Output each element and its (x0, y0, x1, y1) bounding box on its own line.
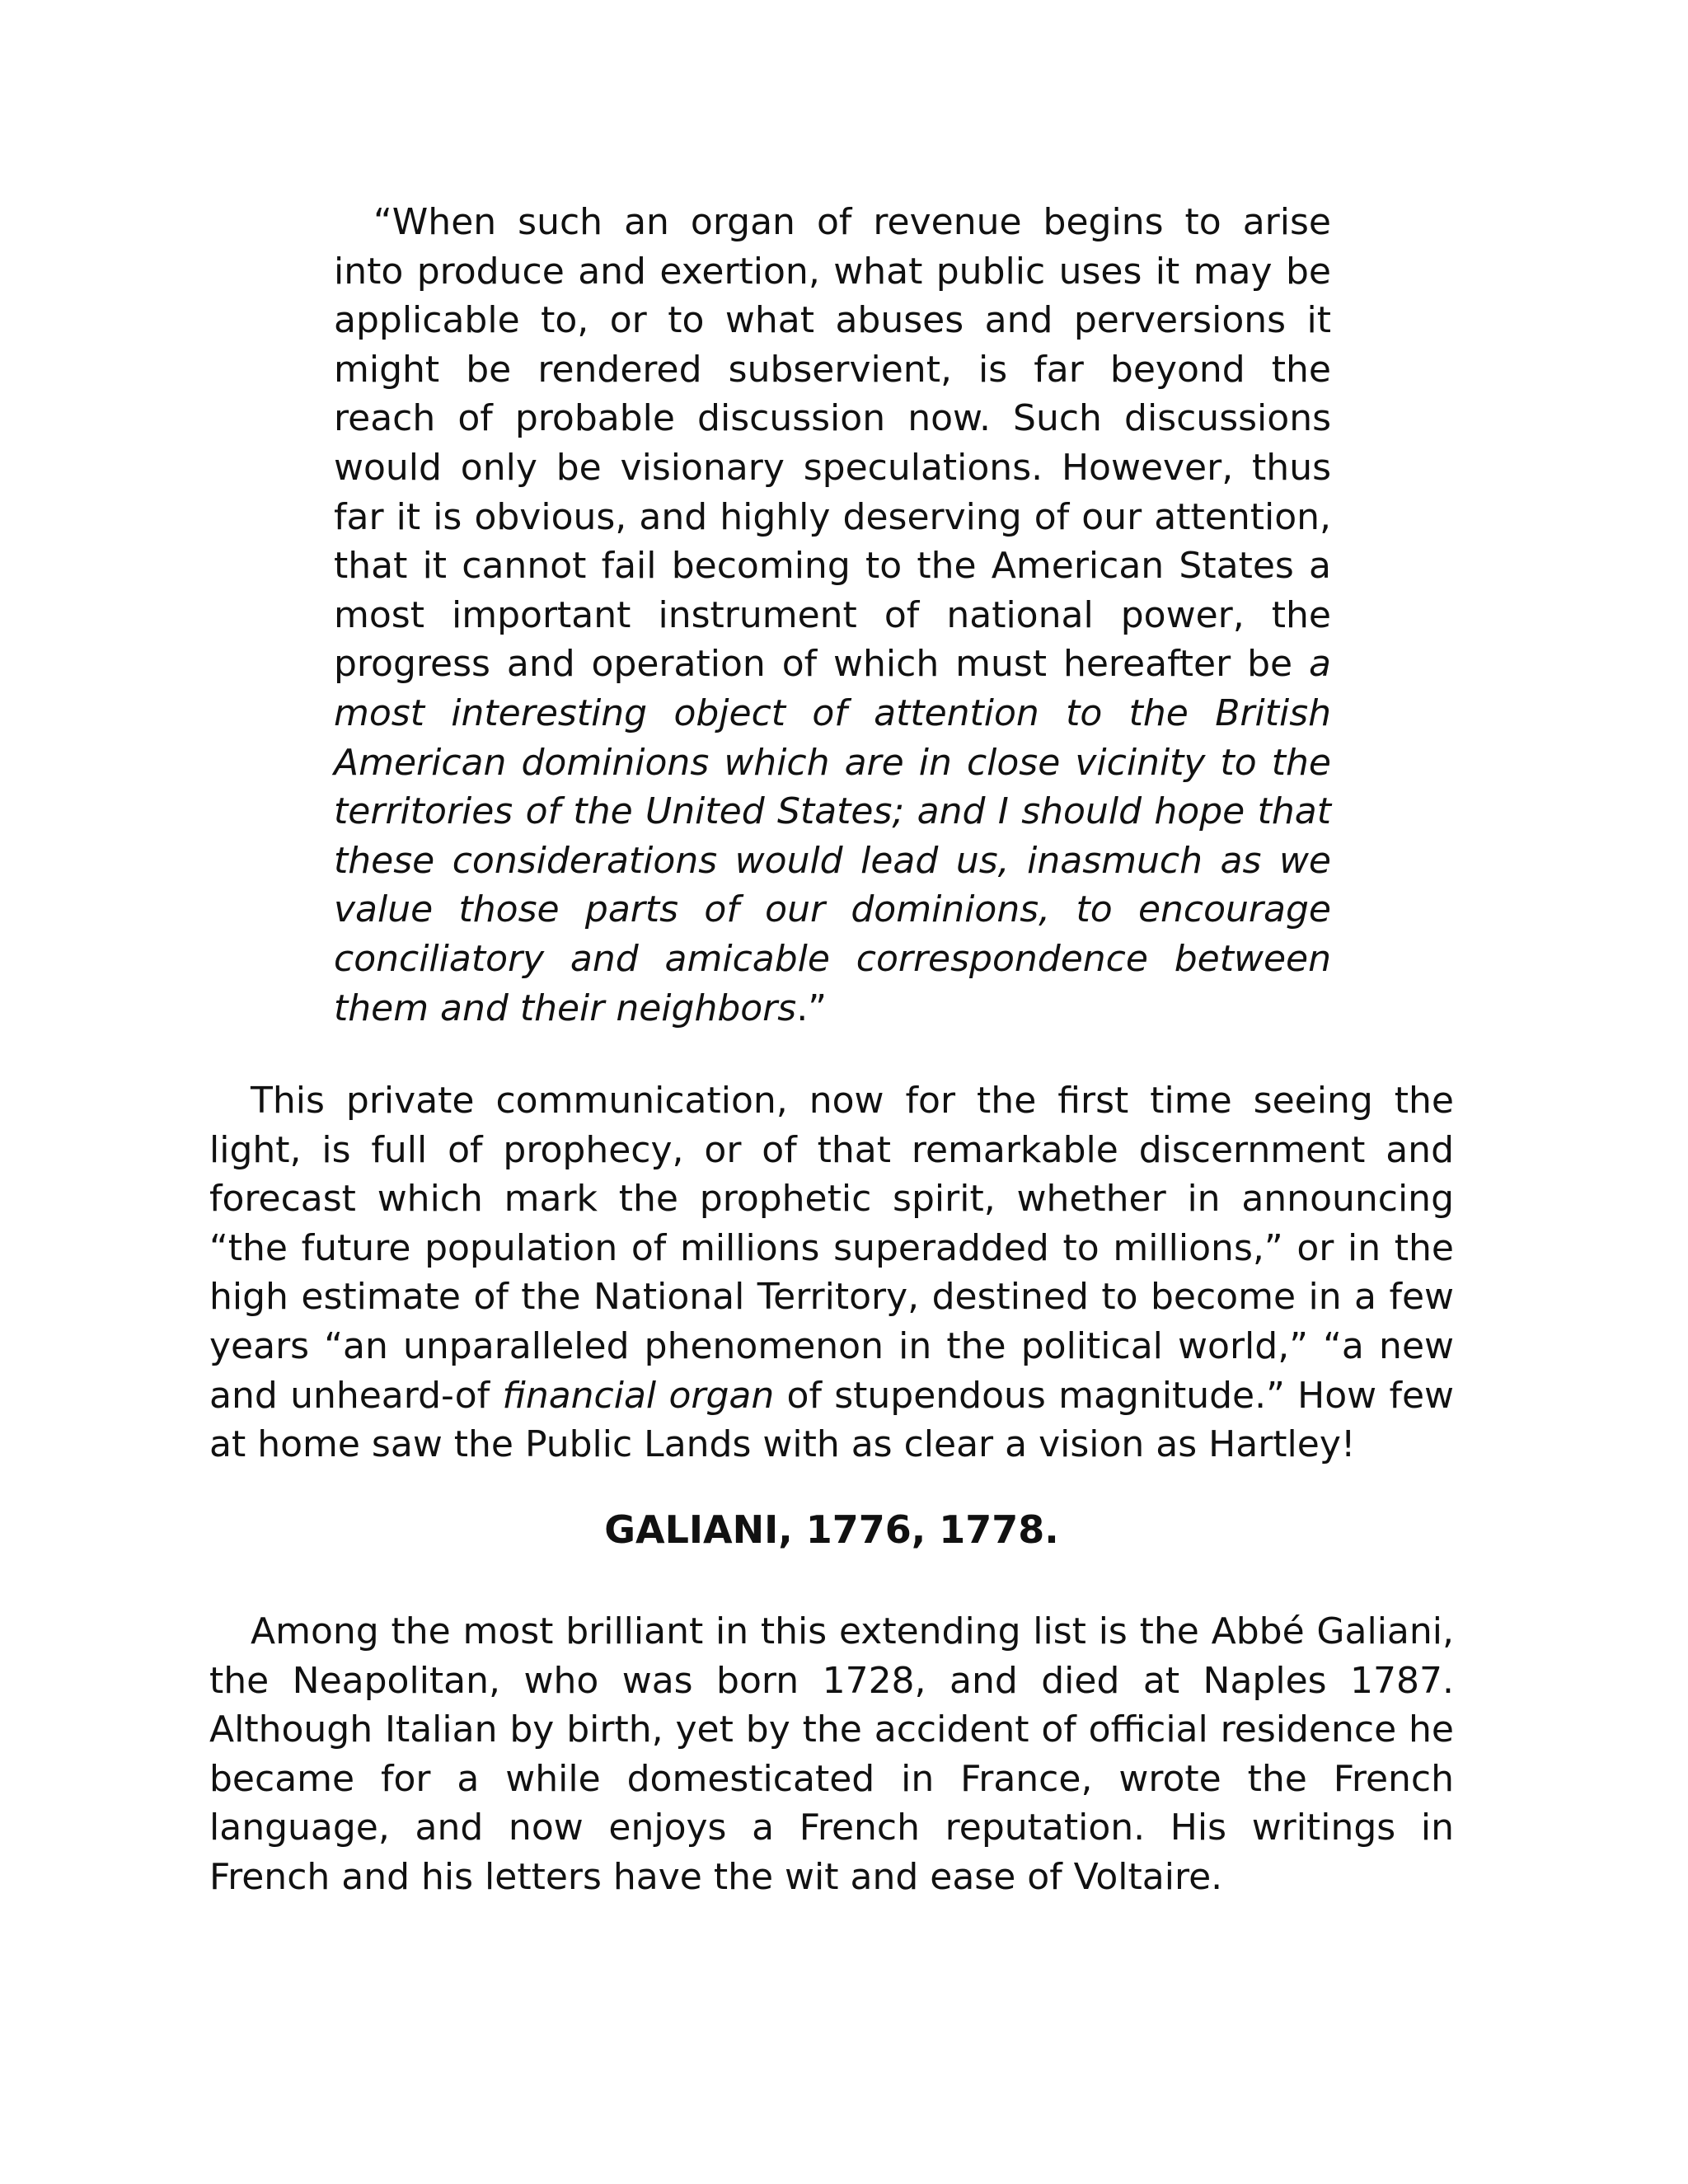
paragraph-text-end: of stupendous magnitude.” How few at home saw the Public Lands with as clear a vision as Hartley! (209, 1374, 1454, 1466)
body-paragraph (209, 1076, 1454, 1469)
paragraph-text: This private communication, now for the first time seeing the light, is full of prophecy, or of that remarkable discernment and forecast which mark the prophetic spirit, whether in announcing “the future population of millions superadded to millions,” or in the high estimate of the National Territory, destined to become in a few years “an unparalleled phenomenon in the political world,” “a new and unheard-of (209, 1080, 1454, 1417)
quote-closing: .” (796, 987, 827, 1029)
paragraph-italic-text: financial organ (502, 1374, 775, 1417)
quote-text: “When such an organ of revenue begins to arise into produce and exertion, what public uses it may be applicable to, or to what abuses and perversions it might be rendered subservient, is far beyond the reach of probable discussion now. Such discussions would only be visionary speculations. However, thus far it is obvious, and highly deserving of our attention, that it cannot fail becoming to the American States a most important instrument of national power, the progress and operation of which must hereafter be (334, 201, 1331, 686)
quote-italic-text: a most interesting object of attention to the British American dominions which are in close vicinity to the territories of the United States; and I should hope that these considerations would lead us, inasmuch as we value those parts of our dominions, to encourage conciliatory and amicable correspondence between them and their neighbors (334, 643, 1331, 1029)
section-heading: GALIANI, 1776, 1778. (604, 1507, 1059, 1552)
body-paragraph-galiani: Among the most brilliant in this extending list is the Abbé Galiani, the Neapolitan, who was born 1728, and died at Naples 1787. Although Italian by birth, yet by the accident of official residence he became for a while domesticated in France, wrote the French language, and now enjoys a French reputation. His writings in French and his letters have the wit and ease of Voltaire. (209, 1610, 1454, 1898)
block-quote (334, 198, 1331, 1033)
